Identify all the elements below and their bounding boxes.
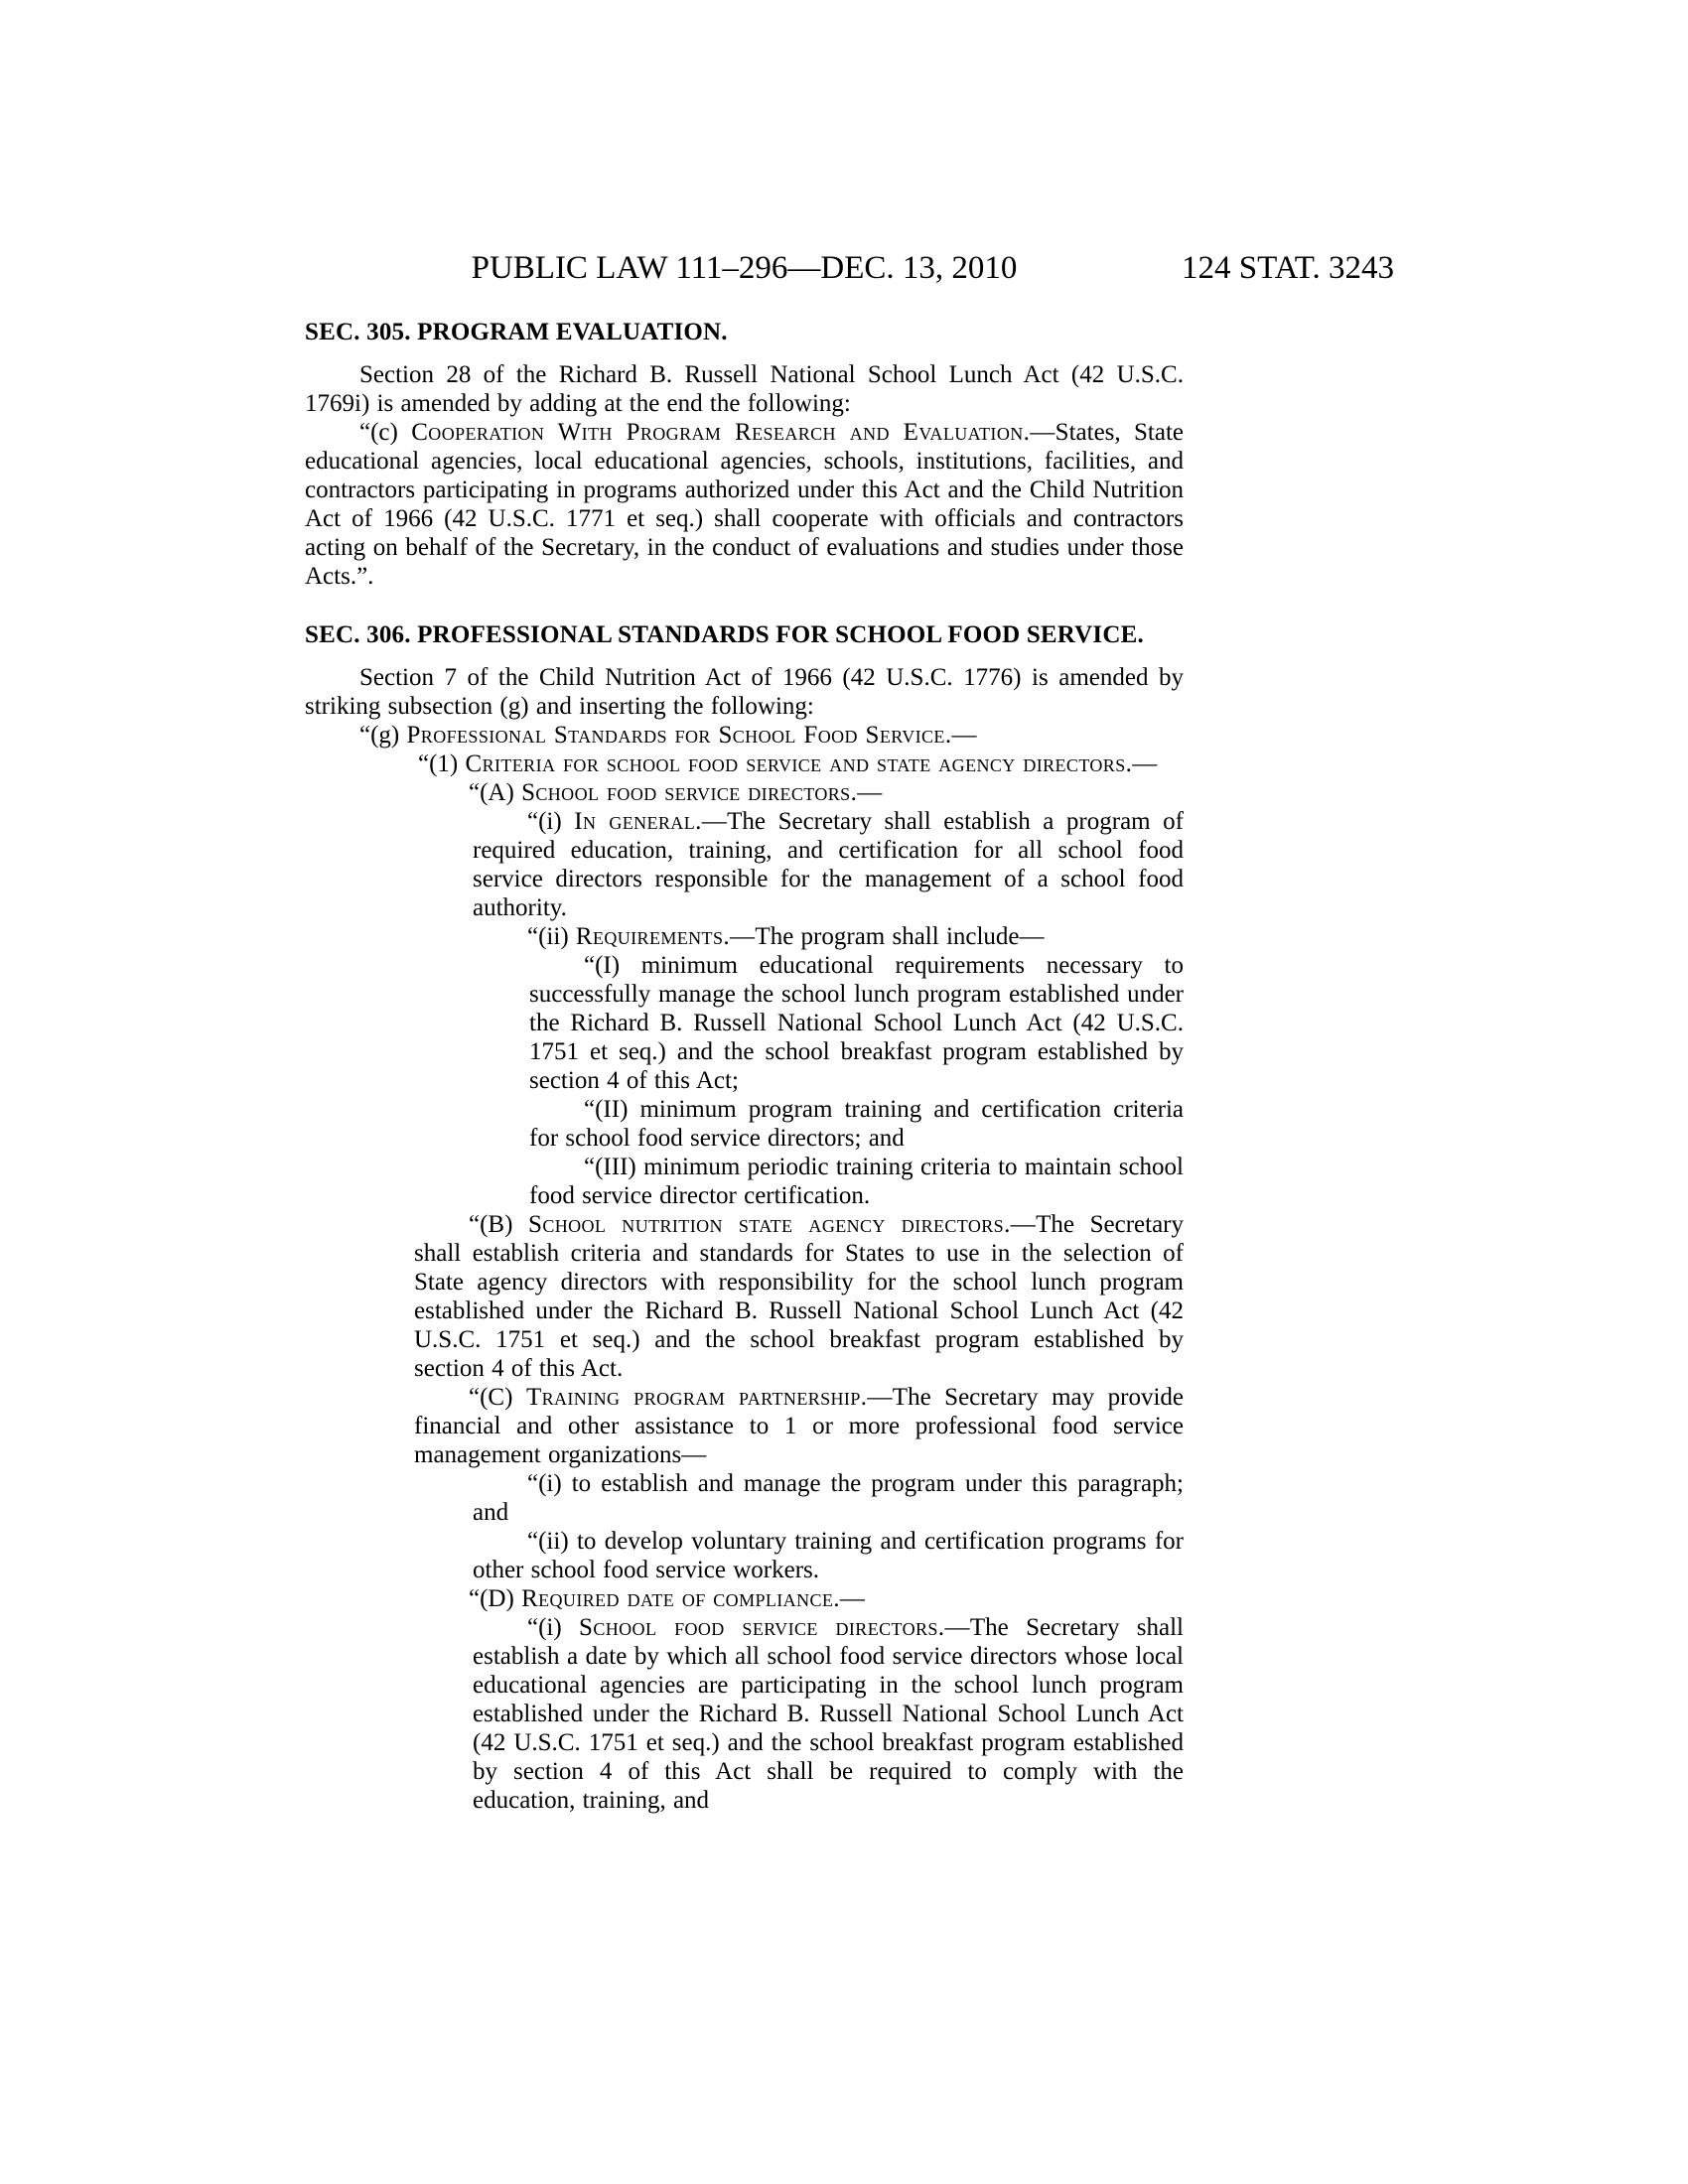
page-header-law-title: PUBLIC LAW 111–296—DEC. 13, 2010 <box>471 250 1018 286</box>
statute-paragraph <box>305 418 1184 591</box>
document-body <box>305 318 1184 1815</box>
statute-section <box>305 620 1184 1815</box>
statute-paragraph <box>529 951 1184 1095</box>
text-run: States, State educational agencies, local educational agencies, schools, institutions, facilities, and contractors participating in programs authorized under this Act and the Child Nutrition Act of 1966 (42 U.S.C. 1771 et seq.) shall cooperate with officials and contractors acting on behalf of the Secretary, in the conduct of evaluations and studies under those Acts.”. <box>305 419 1184 590</box>
text-run: Section 28 of the Richard B. Russell National School Lunch Act (42 U.S.C. 1769i) is amended by adding at the end the following: <box>305 361 1184 417</box>
statute-paragraph <box>414 1584 1184 1613</box>
smallcaps-run: Cooperation With Program Research and Evaluation.— <box>411 419 1055 446</box>
statute-paragraph <box>414 778 1184 807</box>
statute-paragraph <box>414 1383 1184 1469</box>
section-heading: SEC. 306. PROFESSIONAL STANDARDS FOR SCHOOL FOOD SERVICE. <box>305 621 1144 648</box>
text-run: The Secretary shall establish criteria and standards for States to use in the selection of State agency directors with responsibility for the school lunch program established under the Richard B. Russell National School Lunch Act (42 U.S.C. 1751 et seq.) and the school breakfast program established by section 4 of this Act. <box>414 1211 1184 1382</box>
page-header-stat-number: 124 STAT. 3243 <box>1181 250 1394 286</box>
text-run: “(i) <box>527 808 575 835</box>
smallcaps-run: In general.— <box>574 808 728 835</box>
statute-paragraph <box>305 360 1184 418</box>
text-run: “(B) <box>469 1211 529 1238</box>
text-run: The Secretary may provide financial and other assistance to 1 or more professional food service management organizations— <box>414 1384 1184 1468</box>
text-run: “(c) <box>359 419 412 446</box>
running-header <box>305 250 1394 292</box>
text-run: “(i) to establish and manage the program under this paragraph; and <box>473 1470 1184 1526</box>
smallcaps-run: School food service directors.— <box>521 779 883 806</box>
text-run: “(III) minimum periodic training criteria to maintain school food service director certification. <box>529 1154 1184 1209</box>
text-run: “(II) minimum program training and certification criteria for school food service directors; and <box>529 1096 1184 1152</box>
statute-paragraph <box>473 1527 1184 1584</box>
text-run: “(i) <box>527 1614 580 1641</box>
statute-paragraph <box>473 1469 1184 1527</box>
statute-paragraph <box>414 1210 1184 1383</box>
text-run: The program shall include— <box>755 923 1045 950</box>
text-run: The Secretary shall establish a date by which all school food service directors whose local educational agencies are participating in the school lunch program established under the Richard B. Russell National School Lunch Act (42 U.S.C. 1751 et seq.) and the school breakfast program established by section 4 of this Act shall be required to comply with the education, training, and <box>473 1614 1184 1814</box>
statute-paragraph <box>473 1613 1184 1815</box>
smallcaps-run: Required date of compliance.— <box>521 1585 866 1612</box>
text-run: “(I) minimum educational requirements necessary to successfully manage the school lunch program established under the Richard B. Russell National School Lunch Act (42 U.S.C. 1751 et seq.) and the school breakfast program established by section 4 of this Act; <box>529 952 1184 1094</box>
statute-paragraph <box>473 922 1184 951</box>
smallcaps-run: School nutrition state agency directors.— <box>528 1211 1037 1238</box>
smallcaps-run: Training program partnership.— <box>525 1384 893 1411</box>
text-run: “(A) <box>469 779 522 806</box>
smallcaps-run: Professional Standards for School Food Service.— <box>406 722 977 749</box>
text-run: “(ii) to develop voluntary training and certification programs for other school food service workers. <box>473 1528 1184 1583</box>
statute-paragraph <box>473 807 1184 922</box>
smallcaps-run: School food service directors.— <box>579 1614 970 1641</box>
text-run: “(C) <box>469 1384 526 1411</box>
text-run: “(ii) <box>527 923 576 950</box>
text-run: “(1) <box>418 751 466 777</box>
smallcaps-run: Requirements.— <box>575 923 756 950</box>
text-run: “(D) <box>469 1585 522 1612</box>
statute-paragraph <box>363 750 1184 778</box>
statute-paragraph <box>305 663 1184 721</box>
statute-section <box>305 318 1184 591</box>
statute-paragraph <box>305 721 1184 750</box>
text-run: The Secretary shall establish a program of required education, training, and certification for all school food service directors responsible for the management of a school food authority. <box>473 808 1184 921</box>
statute-paragraph <box>529 1095 1184 1153</box>
smallcaps-run: Criteria for school food service and state agency directors.— <box>465 751 1158 777</box>
text-run: Section 7 of the Child Nutrition Act of 1966 (42 U.S.C. 1776) is amended by striking subsection (g) and inserting the following: <box>305 664 1184 720</box>
text-run: “(g) <box>359 722 407 749</box>
section-heading: SEC. 305. PROGRAM EVALUATION. <box>305 319 728 345</box>
statute-paragraph <box>529 1153 1184 1210</box>
